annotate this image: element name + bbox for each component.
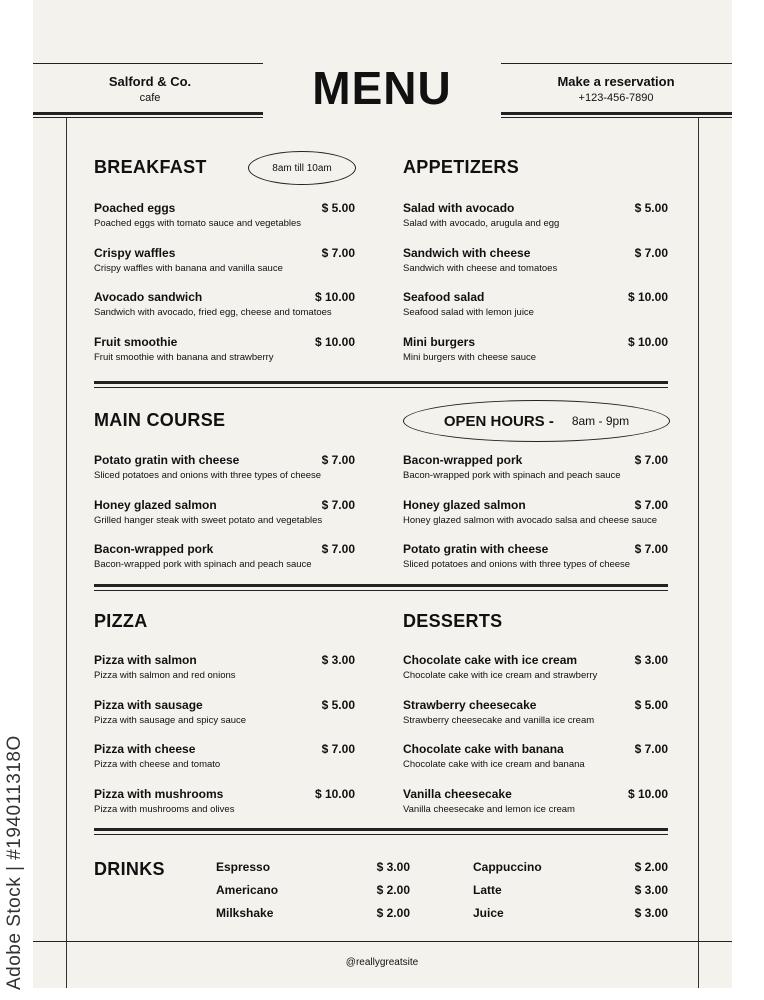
- menu-item-description: Honey glazed salmon with avocado salsa and cheese sauce: [403, 514, 658, 526]
- menu-item-description: Mini burgers with cheese sauce: [403, 351, 537, 363]
- phone-number[interactable]: +123-456-7890: [578, 92, 654, 104]
- border-left: [66, 118, 67, 988]
- menu-item-price: $ 10.00: [627, 786, 668, 801]
- menu-item-name[interactable]: Potato gratin with cheese: [403, 542, 549, 557]
- menu-item-name[interactable]: Strawberry cheesecake: [403, 697, 537, 712]
- drink-name[interactable]: Espresso: [216, 860, 271, 874]
- menu-item-name[interactable]: Pizza with salmon: [94, 653, 197, 667]
- menu-item-name[interactable]: Fruit smoothie: [94, 334, 178, 349]
- menu-item-price: $ 7.00: [634, 245, 668, 260]
- menu-item-price: $ 7.00: [634, 453, 668, 467]
- menu-item-name[interactable]: Avocado sandwich: [94, 290, 203, 305]
- menu-item-price: $ 7.00: [634, 542, 668, 557]
- divider: [33, 63, 263, 64]
- brand-name: Salford & Co.: [108, 74, 192, 89]
- menu-item-name[interactable]: Poached eggs: [94, 201, 176, 215]
- drink-name[interactable]: Juice: [473, 906, 504, 920]
- drink-price: $ 2.00: [376, 883, 410, 897]
- menu-item-price: $ 7.00: [634, 497, 668, 512]
- divider: [94, 834, 668, 835]
- divider: [501, 63, 732, 64]
- menu-item-description: Bacon-wrapped pork with spinach and peach sauce: [94, 559, 312, 571]
- menu-item-name[interactable]: Pizza with sausage: [94, 697, 203, 712]
- divider: [94, 381, 668, 384]
- open-hours-value: 8am - 9pm: [571, 414, 630, 428]
- divider: [94, 387, 668, 388]
- divider: [94, 584, 668, 587]
- menu-item-price: $ 7.00: [634, 742, 668, 757]
- section-title: APPETIZERS: [403, 157, 520, 177]
- menu-item-price: $ 5.00: [634, 697, 668, 712]
- menu-item-price: $ 5.00: [321, 201, 355, 215]
- menu-item-name[interactable]: Pizza with mushrooms: [94, 786, 224, 801]
- reservation-label: Make a reservation: [557, 74, 675, 89]
- menu-item-description: Pizza with cheese and tomato: [94, 759, 221, 771]
- menu-item-name[interactable]: Salad with avocado: [403, 201, 515, 215]
- section-title: DESSERTS: [403, 611, 503, 631]
- menu-item-description: Chocolate cake with ice cream and banana: [403, 759, 585, 771]
- menu-item-description: Pizza with salmon and red onions: [94, 670, 236, 681]
- drink-name[interactable]: Americano: [216, 883, 279, 897]
- menu-item-price: $ 5.00: [634, 201, 668, 215]
- menu-item-price: $ 7.00: [321, 742, 355, 757]
- menu-item-name[interactable]: Chocolate cake with ice cream: [403, 653, 578, 667]
- menu-item-description: Poached eggs with tomato sauce and vegetables: [94, 218, 302, 229]
- drink-name[interactable]: Milkshake: [216, 906, 274, 920]
- menu-item-description: Seafood salad with lemon juice: [403, 307, 534, 319]
- drink-price: $ 2.00: [634, 860, 668, 874]
- open-hours-badge: [403, 400, 670, 442]
- menu-page: [33, 0, 732, 988]
- menu-item-description: Vanilla cheesecake and lemon ice cream: [403, 803, 575, 815]
- menu-item-name[interactable]: Pizza with cheese: [94, 742, 196, 757]
- drink-price: $ 3.00: [634, 906, 668, 920]
- breakfast-hours-badge: [248, 151, 356, 185]
- menu-item-price: $ 7.00: [321, 453, 355, 467]
- divider: [33, 941, 732, 942]
- menu-item-description: Crispy waffles with banana and vanilla sauce: [94, 262, 283, 274]
- menu-item-price: $ 5.00: [321, 697, 355, 712]
- menu-item-name[interactable]: Seafood salad: [403, 290, 485, 305]
- section-title: PIZZA: [94, 611, 148, 631]
- menu-item-name[interactable]: Honey glazed salmon: [94, 497, 217, 512]
- menu-item-name[interactable]: Vanilla cheesecake: [403, 786, 512, 801]
- menu-item-name[interactable]: Bacon-wrapped pork: [403, 453, 523, 467]
- menu-item-description: Grilled hanger steak with sweet potato and vegetables: [94, 514, 323, 526]
- watermark: Adobe Stock | #194011318O: [4, 735, 25, 990]
- menu-item-price: $ 3.00: [634, 653, 668, 667]
- menu-item-description: Pizza with sausage and spicy sauce: [94, 714, 247, 726]
- menu-item-description: Salad with avocado, arugula and egg: [403, 218, 560, 229]
- menu-item-price: $ 3.00: [321, 653, 355, 667]
- page-title: MENU: [312, 62, 452, 114]
- divider: [501, 112, 732, 115]
- drink-price: $ 2.00: [376, 906, 410, 920]
- menu-item-name[interactable]: Mini burgers: [403, 334, 476, 349]
- menu-item-description: Bacon-wrapped pork with spinach and peach sauce: [403, 470, 621, 481]
- menu-item-name[interactable]: Honey glazed salmon: [403, 497, 526, 512]
- menu-item-price: $ 7.00: [321, 542, 355, 557]
- divider: [33, 112, 263, 115]
- menu-item-name[interactable]: Sandwich with cheese: [403, 245, 531, 260]
- menu-item-price: $ 10.00: [314, 334, 355, 349]
- menu-item-price: $ 10.00: [627, 290, 668, 305]
- menu-item-price: $ 10.00: [627, 334, 668, 349]
- menu-item-description: Sandwich with cheese and tomatoes: [403, 262, 558, 274]
- menu-item-price: $ 7.00: [321, 497, 355, 512]
- menu-item-description: Fruit smoothie with banana and strawberry: [94, 351, 274, 363]
- menu-item-description: Strawberry cheesecake and vanilla ice cream: [403, 714, 595, 726]
- menu-item-description: Sandwich with avocado, fried egg, cheese and tomatoes: [94, 307, 332, 319]
- section-title: BREAKFAST: [94, 157, 207, 177]
- menu-item-description: Chocolate cake with ice cream and strawberry: [403, 670, 598, 681]
- menu-item-name[interactable]: Potato gratin with cheese: [94, 453, 240, 467]
- menu-item-price: $ 10.00: [314, 786, 355, 801]
- divider: [94, 590, 668, 591]
- menu-item-name[interactable]: Chocolate cake with banana: [403, 742, 564, 757]
- drink-price: $ 3.00: [376, 860, 410, 874]
- menu-item-name[interactable]: Crispy waffles: [94, 245, 176, 260]
- brand-sub: cafe: [139, 92, 161, 104]
- divider: [94, 828, 668, 831]
- border-right: [698, 118, 699, 988]
- breakfast-hours: 8am till 10am: [272, 162, 332, 174]
- menu-item-price: $ 10.00: [314, 290, 355, 305]
- open-hours-label: OPEN HOURS -: [443, 412, 554, 430]
- menu-item-description: Pizza with mushrooms and olives: [94, 803, 235, 815]
- divider: [33, 117, 263, 118]
- menu-item-name[interactable]: Bacon-wrapped pork: [94, 542, 214, 557]
- footer-handle[interactable]: @reallygreatsite: [345, 957, 419, 968]
- menu-item-description: Sliced potatoes and onions with three types of cheese: [94, 470, 322, 481]
- drink-price: $ 3.00: [634, 883, 668, 897]
- drink-name[interactable]: Cappuccino: [473, 860, 542, 874]
- section-title: MAIN COURSE: [94, 410, 226, 430]
- menu-item-description: Sliced potatoes and onions with three types of cheese: [403, 559, 631, 571]
- drink-name[interactable]: Latte: [473, 883, 502, 897]
- menu-item-price: $ 7.00: [321, 245, 355, 260]
- drinks-title: DRINKS: [94, 859, 165, 879]
